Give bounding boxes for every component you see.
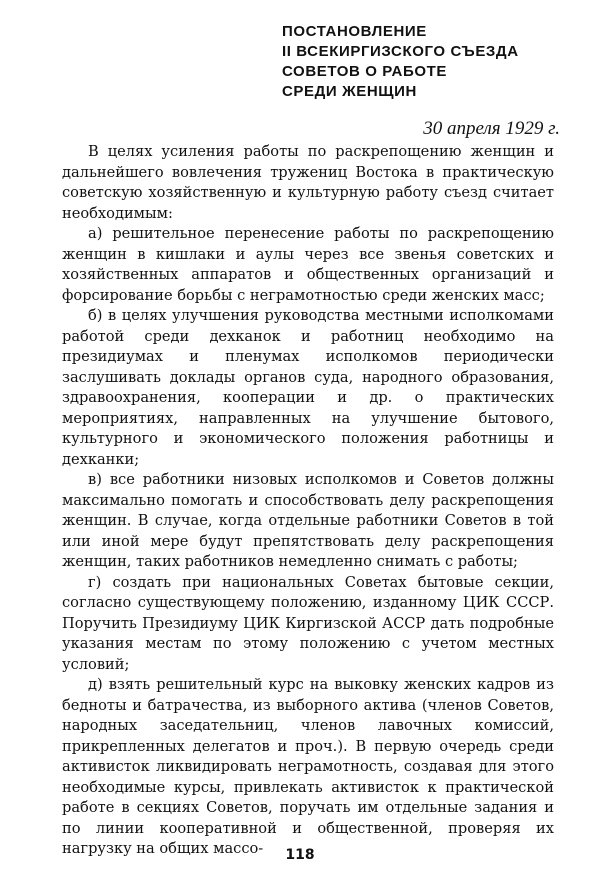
- resolution-date: 30 апреля 1929 г.: [423, 118, 560, 139]
- clause-b-paragraph: б) в целях улучшения руководства местными исполкомами работой среди дехканок и работниц необходимо на президиумах и пленумах исполкомов периодически заслушивать доклады органов суда, народного образования, здравоохранения, кооперации и др. о практических мероприятиях, направленных на улучшение бытового, культурного и экономического положения работницы и дехканки;: [62, 307, 554, 468]
- resolution-title: [282, 22, 582, 102]
- clause-v-paragraph: в) все работники низовых исполкомов и Советов должны максимально помогать и способствовать делу раскрепощения женщин. В случае, когда отдельные работники Советов в той или иной мере будут препятствовать делу раскрепощения женщин, таких работников немедленно снимать с работы;: [62, 471, 554, 570]
- clause-d-paragraph: д) взять решительный курс на выковку женских кадров из бедноты и батрачества, из выборного актива (членов Советов, народных заседательниц, членов лавочных комиссий, прикрепленных делегатов и проч.). В первую очередь среди активисток ликвидировать неграмотность, создавая для этого необходимые курсы, привлекать активисток к практической работе в секциях Советов, поручать им отдельные задания и по линии кооперативной и общественной, проверяя их нагрузку на общих массо-: [62, 676, 554, 857]
- title-line: ПОСТАНОВЛЕНИЕ: [282, 23, 427, 40]
- clause-g-paragraph: г) создать при национальных Советах бытовые секции, согласно существующему положению, изданному ЦИК СССР. Поручить Президиуму ЦИК Киргизской АССР дать подробные указания местам по этому положению с учетом местных условий;: [62, 573, 554, 673]
- page-number: 118: [285, 847, 315, 863]
- title-line: II ВСЕКИРГИЗСКОГО СЪЕЗДА: [282, 43, 519, 60]
- intro-paragraph: В целях усиления работы по раскрепощению женщин и дальнейшего вовлечения тружениц Востока в практическую советскую хозяйственную и культурную работу съезд считает необходимым:: [62, 143, 554, 222]
- title-line: СОВЕТОВ О РАБОТЕ: [282, 63, 447, 80]
- title-line: СРЕДИ ЖЕНЩИН: [282, 83, 417, 100]
- clause-a-paragraph: а) решительное перенесение работы по раскрепощению женщин в кишлаки и аулы через все звенья советских и хозяйственных аппаратов и общественных организаций и форсирование борьбы с неграмотностью среди женских масс;: [62, 225, 554, 304]
- body-text: [62, 142, 554, 860]
